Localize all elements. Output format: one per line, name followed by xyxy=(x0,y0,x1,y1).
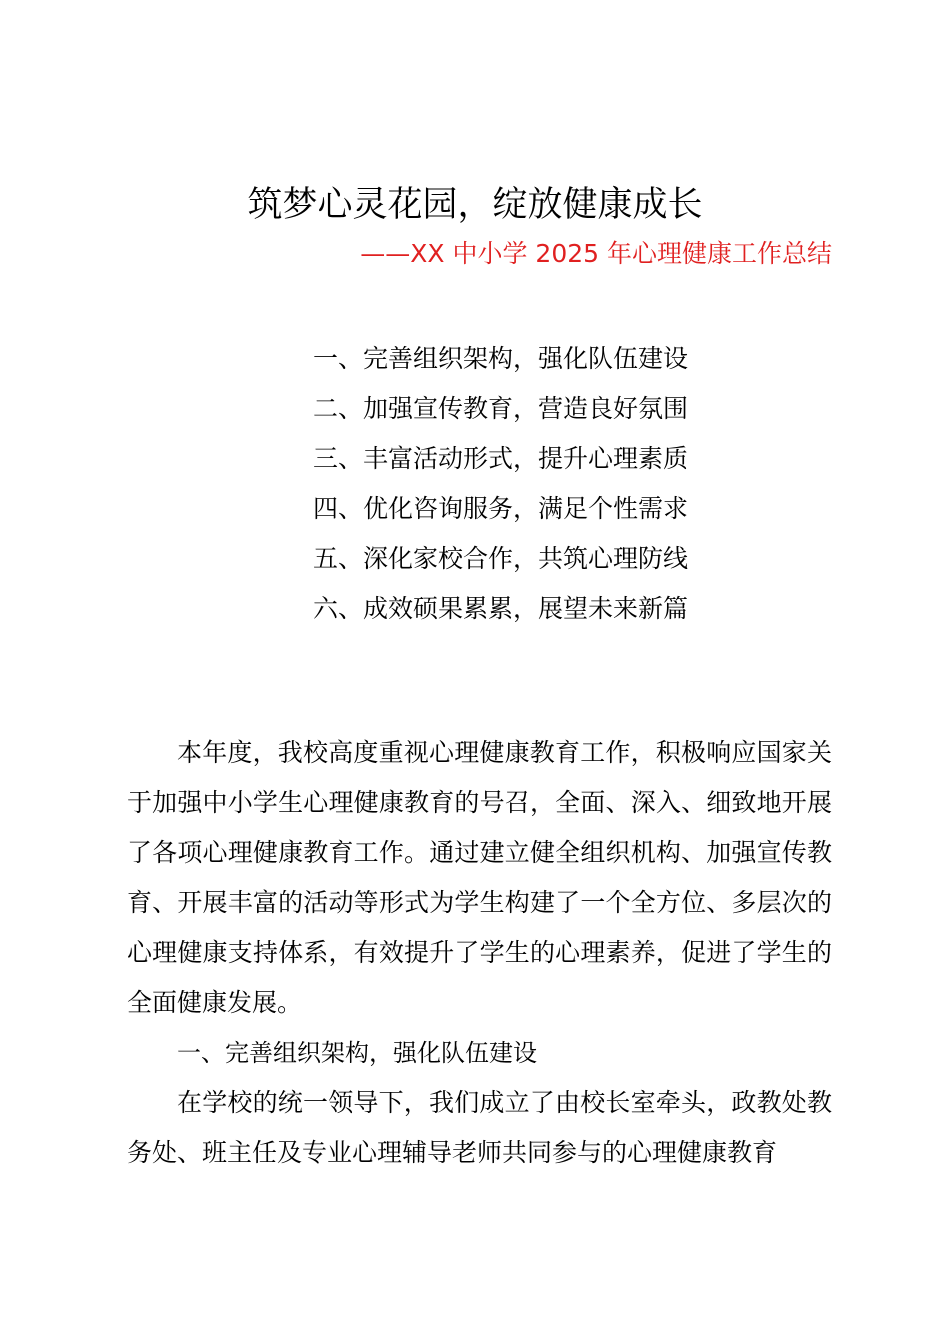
table-of-contents xyxy=(313,334,688,634)
toc-item: 六、成效硕果累累，展望未来新篇 xyxy=(313,594,689,623)
toc-item: 五、深化家校合作，共筑心理防线 xyxy=(313,544,689,573)
document-subtitle: ——XX 中小学 2025 年心理健康工作总结 xyxy=(360,239,832,268)
intro-paragraph: 本年度，我校高度重视心理健康教育工作，积极响应国家关于加强中小学生心理健康教育的号召，全面、深入、细致地开展了各项心理健康教育工作。通过建立健全组织机构、加强宣传教育、开展丰富的活动等形式为学生构建了一个全方位、多层次的心理健康支持体系，有效提升了学生的心理素养，促进了学生的全面健康发展。 xyxy=(127,738,832,1017)
toc-item: 二、加强宣传教育，营造良好氛围 xyxy=(313,394,689,423)
toc-item: 四、优化咨询服务，满足个性需求 xyxy=(313,494,689,523)
toc-item: 三、丰富活动形式，提升心理素质 xyxy=(313,444,689,473)
document-title: 筑梦心灵花园，绽放健康成长 xyxy=(247,185,703,225)
toc-item: 一、完善组织架构，强化队伍建设 xyxy=(313,344,689,373)
section-heading: 一、完善组织架构，强化队伍建设 xyxy=(177,1039,537,1067)
section-paragraph: 在学校的统一领导下，我们成立了由校长室牵头，政教处教务处、班主任及专业心理辅导老师共同参与的心理健康教育 xyxy=(127,1088,832,1167)
body-text xyxy=(127,728,832,1178)
